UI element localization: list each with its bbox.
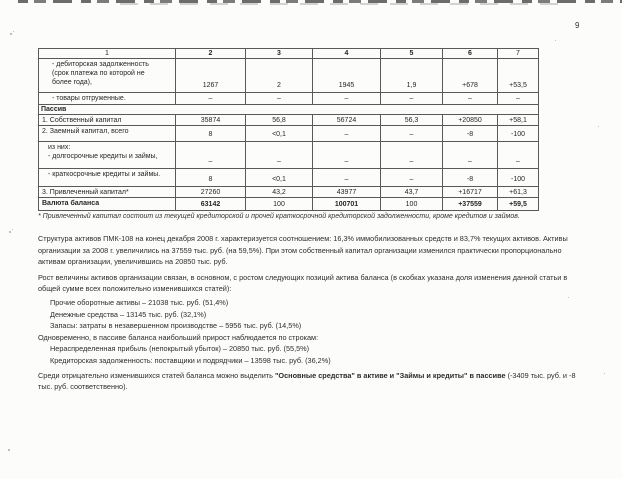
scan-speck xyxy=(604,373,605,374)
table-cell: +16717 xyxy=(443,187,498,198)
table-row-attracted-capital xyxy=(39,187,539,198)
table-cell: <0,1 xyxy=(246,169,313,187)
table-cell: -100 xyxy=(498,169,539,187)
table-cell: 43977 xyxy=(313,187,381,198)
negative-changes-post: (-3409 тыс. руб. и -8 тыс. руб. соответственно). xyxy=(38,370,576,392)
scan-speck xyxy=(13,31,14,32)
table-row-balance-total xyxy=(39,198,539,211)
table-cell: 8 xyxy=(176,169,246,187)
column-header-cell: 3 xyxy=(246,49,313,59)
row-label-line: - дебиторская задолженность xyxy=(52,61,149,69)
table-row-shortterm-loans xyxy=(39,169,539,187)
paragraph-liability-growth: Одновременно, в пассиве баланса наибольший прирост наблюдается по строкам: xyxy=(38,332,319,342)
table-cell: – xyxy=(313,126,381,142)
table-cell: 27260 xyxy=(176,187,246,198)
table-cell: 2 xyxy=(246,59,313,93)
table-cell: -8 xyxy=(443,169,498,187)
table-cell: +53,5 xyxy=(498,59,539,93)
table-cell: -8 xyxy=(443,126,498,142)
table-cell: +37559 xyxy=(443,198,498,211)
scan-speck xyxy=(598,126,599,127)
section-title-cell: Пассив xyxy=(39,105,539,115)
row-label-cell: 3. Привлеченный капитал* xyxy=(39,187,176,198)
list-item-liability: Нераспределенная прибыль (непокрытый убыток) – 20850 тыс. руб. (55,5%) xyxy=(50,344,310,354)
row-label-cell: 2. Заемный капитал, всего xyxy=(39,126,176,142)
table-cell: 1,9 xyxy=(381,59,443,93)
table-cell: – xyxy=(381,169,443,187)
table-cell: – xyxy=(246,142,313,169)
scan-speck xyxy=(9,231,11,233)
table-cell: – xyxy=(313,142,381,169)
table-footnote: * Привлеченный капитал состоит из текущей кредиторской и прочей краткосрочной кредиторской задолженности, кроме кредитов и займов. xyxy=(38,213,520,220)
table-cell: – xyxy=(313,169,381,187)
scan-speck xyxy=(10,33,12,35)
table-cell: 63142 xyxy=(176,198,246,211)
column-header-cell: 2 xyxy=(176,49,246,59)
table-cell: <0,1 xyxy=(246,126,313,142)
table-cell: +678 xyxy=(443,59,498,93)
row-label-line: более года), xyxy=(52,79,92,87)
table-row-borrowed-capital xyxy=(39,126,539,142)
table-cell: +58,1 xyxy=(498,115,539,126)
scan-artifact-top-secondary xyxy=(120,3,562,5)
table-cell: – xyxy=(246,93,313,105)
table-cell: +59,5 xyxy=(498,198,539,211)
scan-speck xyxy=(555,40,556,41)
table-cell: – xyxy=(176,93,246,105)
table-cell: – xyxy=(176,142,246,169)
list-item-growth: Прочие оборотные активы – 21038 тыс. руб. (51,4%) xyxy=(50,297,229,307)
table-cell: – xyxy=(443,142,498,169)
row-label-line: из них: xyxy=(48,144,71,152)
table-cell: – xyxy=(498,93,539,105)
table-cell: – xyxy=(381,142,443,169)
scan-speck xyxy=(12,229,13,230)
table-cell: – xyxy=(381,93,443,105)
column-header-cell: 7 xyxy=(498,49,539,59)
balance-table xyxy=(38,48,539,211)
table-cell: 100701 xyxy=(313,198,381,211)
negative-changes-bold: "Основные средства" в активе и "Займы и кредиты" в пассиве xyxy=(274,370,506,380)
scan-speck xyxy=(8,449,10,451)
table-cell: 56,8 xyxy=(246,115,313,126)
list-item-growth: Денежные средства – 13145 тыс. руб. (32,1%) xyxy=(50,309,207,319)
table-cell: 35874 xyxy=(176,115,246,126)
table-cell: 56,3 xyxy=(381,115,443,126)
list-item-liability: Кредиторская задолженность: поставщики и подрядчики – 13598 тыс. руб. (36,2%) xyxy=(50,355,331,365)
table-header-row xyxy=(39,49,539,59)
table-cell: 100 xyxy=(381,198,443,211)
table-cell: 1267 xyxy=(176,59,246,93)
table-cell: – xyxy=(381,126,443,142)
column-header-cell: 1 xyxy=(39,49,176,59)
page-number: 9 xyxy=(575,21,580,30)
table-cell: -100 xyxy=(498,126,539,142)
table-cell: 43,2 xyxy=(246,187,313,198)
paragraph-negative-changes xyxy=(38,370,590,393)
row-label-cell: - товары отгруженные. xyxy=(39,93,176,105)
table-cell: +61,3 xyxy=(498,187,539,198)
table-row-shipped-goods xyxy=(39,93,539,105)
row-label-cell: - краткосрочные кредиты и займы. xyxy=(39,169,176,187)
table-cell: – xyxy=(313,93,381,105)
table-section-row-passive xyxy=(39,105,539,115)
negative-changes-pre: Среди отрицательно изменившихся статей баланса можно выделить xyxy=(38,370,275,380)
paragraph-asset-structure: Структура активов ПМК-108 на конец декабря 2008 г. характеризуется соотношением: 16,3% иммобилизованных средств и 83,7% текущих активов. Активы организации за 2008 г. увеличились на 37559 тыс. руб. (на 59,5%). При этом собственный капитал организации изменился практически пропорционально активам организации, увеличившись на 20850 тыс. руб. xyxy=(38,234,568,267)
analysis-text xyxy=(38,233,590,393)
row-label-cell: Валюта баланса xyxy=(39,198,176,211)
table-cell: – xyxy=(443,93,498,105)
table-cell: +20850 xyxy=(443,115,498,126)
table-row-equity xyxy=(39,115,539,126)
table-cell: 43,7 xyxy=(381,187,443,198)
row-label-cell xyxy=(39,59,176,93)
column-header-cell: 4 xyxy=(313,49,381,59)
table-cell: 100 xyxy=(246,198,313,211)
row-label-cell: 1. Собственный капитал xyxy=(39,115,176,126)
column-header-cell: 5 xyxy=(381,49,443,59)
table-cell: 8 xyxy=(176,126,246,142)
row-label-line: (срок платежа по которой не xyxy=(52,70,145,78)
table-cell: 56724 xyxy=(313,115,381,126)
row-label-line: - долгосрочные кредиты и займы, xyxy=(48,153,158,161)
table-cell: 1945 xyxy=(313,59,381,93)
column-header-cell: 6 xyxy=(443,49,498,59)
table-row-receivables xyxy=(39,59,539,93)
row-label-cell xyxy=(39,142,176,169)
table-row-longterm-loans xyxy=(39,142,539,169)
paragraph-asset-growth: Рост величины активов организации связан, в основном, с ростом следующих позиций актива баланса (в скобках указана доля изменения данной статьи в общей сумме всех положительно изменившихся статей): xyxy=(38,272,568,294)
list-item-growth: Запасы: затраты в незавершенном производстве – 5956 тыс. руб. (14,5%) xyxy=(50,321,302,331)
table-cell: – xyxy=(498,142,539,169)
